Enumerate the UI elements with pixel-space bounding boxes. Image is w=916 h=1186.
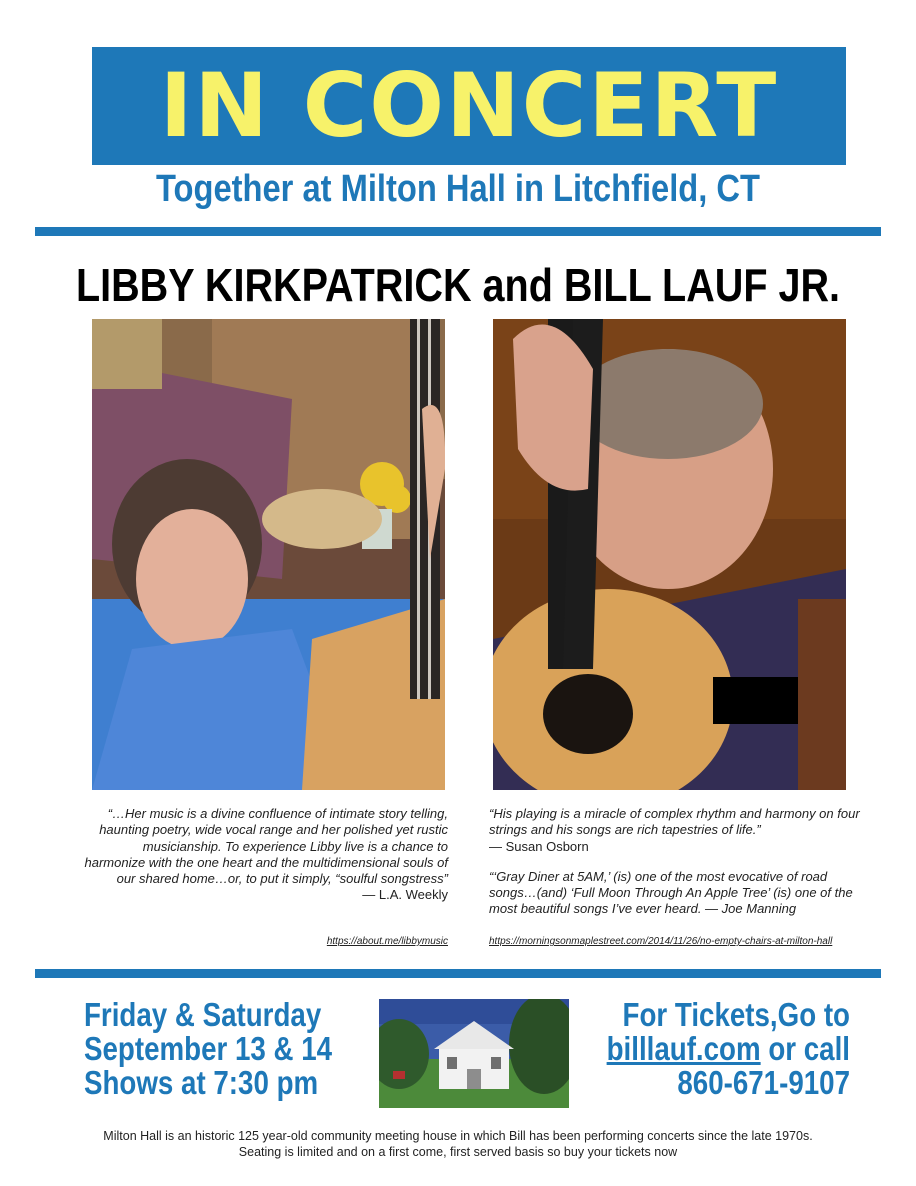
venue-subtitle: Together at Milton Hall in Litchfield, CT xyxy=(156,168,760,210)
show-dates xyxy=(84,998,336,1100)
top-divider xyxy=(35,227,881,236)
bill-url-link[interactable]: https://morningsonmaplestreet.com/2014/11/26/no-empty-chairs-at-milton-hall xyxy=(489,936,833,947)
tickets-phone[interactable]: 860-671-9107 xyxy=(677,1064,850,1101)
libby-photo xyxy=(92,319,445,790)
tickets-website-link[interactable]: billlauf.com xyxy=(606,1030,761,1067)
performers-heading: LIBBY KIRKPATRICK and BILL LAUF JR. xyxy=(75,259,841,311)
bill-review xyxy=(489,806,869,918)
libby-review xyxy=(82,806,448,904)
bottom-divider xyxy=(35,969,881,978)
libby-quote-text: “…Her music is a divine confluence of intimate story telling, haunting poetry, wide vocal range and her polished yet rustic musicianship. To experience Libby live is a chance to harmonize with the one heart and the multidimensional souls of our shared home…or, to put it simply, “soulful songstress” xyxy=(84,806,448,887)
ticket-info xyxy=(581,998,850,1100)
show-date-range: September 13 & 14 xyxy=(84,1030,333,1067)
bill-quote-1: “His playing is a miracle of complex rhythm and harmony on four strings and his songs are rich tapestries of life.” xyxy=(489,806,860,838)
libby-url-link[interactable]: https://about.me/libbymusic xyxy=(326,936,448,947)
tickets-website-line xyxy=(581,1032,850,1066)
tickets-or-call: or call xyxy=(760,1030,850,1067)
milton-hall-photo xyxy=(379,999,569,1108)
tickets-heading: For Tickets,Go to xyxy=(622,996,850,1033)
banner-title: IN CONCERT xyxy=(159,54,779,157)
bill-quote-2: “‘Gray Diner at 5AM,’ (is) one of the most evocative of road songs…(and) ‘Full Moon Through An Apple Tree’ (is) one of the most beautiful songs I’ve ever heard. — Joe Manning xyxy=(489,868,853,917)
bill-quote-1-attribution: — Susan Osborn xyxy=(489,838,589,854)
concert-banner xyxy=(92,47,846,165)
bill-photo xyxy=(493,319,846,790)
footer-note: Milton Hall is an historic 125 year-old community meeting house in which Bill has been performing concerts since the late 1970s. Seating is limited and on a first come, first served basis so buy your tickets now xyxy=(103,1129,813,1159)
libby-quote-attribution: — L.A. Weekly xyxy=(362,887,448,903)
show-time: Shows at 7:30 pm xyxy=(84,1064,319,1101)
show-days: Friday & Saturday xyxy=(84,996,322,1033)
